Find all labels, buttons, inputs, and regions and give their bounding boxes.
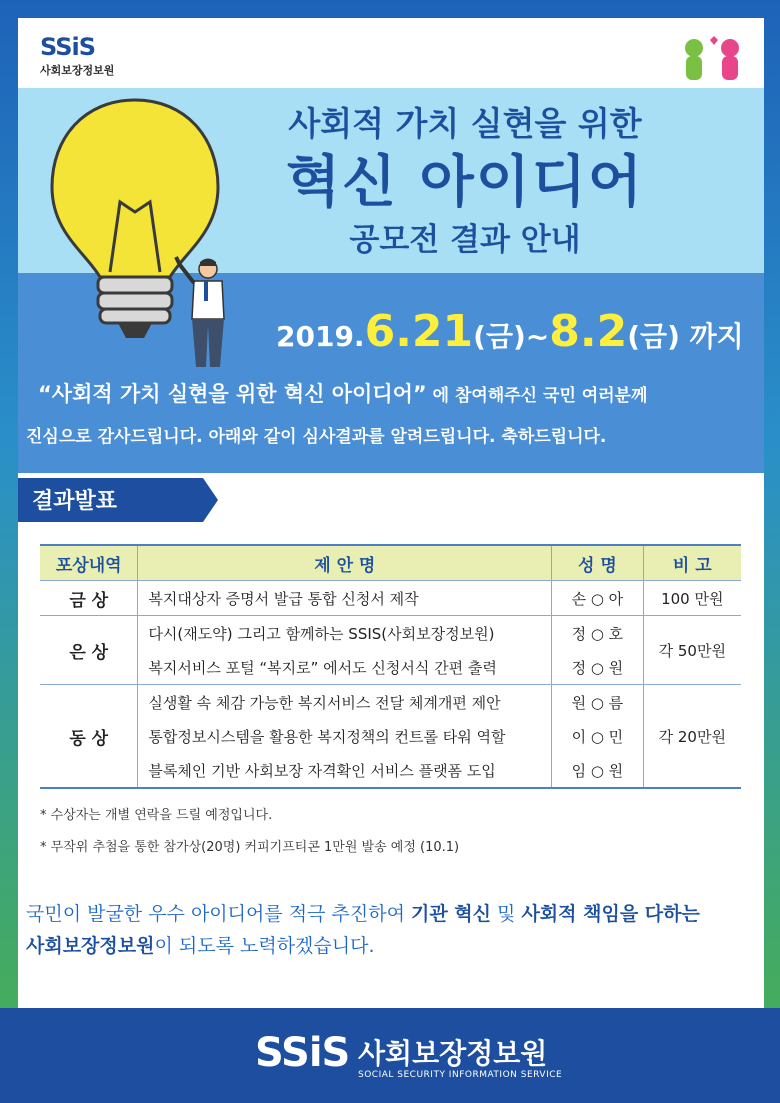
award-bronze: 동 상 [40,685,138,789]
table-row [40,685,741,720]
section-header [18,478,218,522]
header-name: 성 명 [552,545,643,581]
period-tilde: ~ [525,320,550,353]
headline-line2: 혁신 아이디어 [285,150,645,215]
proposal-cell: 실생활 속 체감 가능한 복지서비스 전달 체계개편 제안 [138,685,552,720]
proposal-cell: 다시(재도약) 그리고 함께하는 SSIS(사회보장정보원) [138,616,552,651]
table-header-row [40,545,741,581]
prize-note: 각 20만원 [643,685,741,789]
proposal-cell: 복지대상자 증명서 발급 통합 신청서 제작 [138,581,552,616]
prize-note: 각 50만원 [643,616,741,685]
proposal-cell: 통합정보시스템을 활용한 복지정책의 컨트롤 타워 역할 [138,719,552,753]
logo-name: 사회보장정보원 [40,64,115,77]
notes-block [40,800,459,864]
period-start: 6.21 [364,306,474,357]
winner-name: 정 ○ 호 [552,616,643,651]
award-silver: 은 상 [40,616,138,685]
closing-bold1: 기관 혁신 [410,903,491,925]
winner-name: 임 ○ 원 [552,753,643,788]
closing-part1: 국민이 발굴한 우수 아이디어를 적극 추진하여 [26,903,411,925]
note-contact: * 수상자는 개별 연락을 드릴 예정입니다. [40,808,273,823]
table-row [40,719,741,753]
thanks-line2: 진심으로 감사드립니다. 아래와 같이 심사결과를 알려드립니다. 축하드립니다. [26,427,607,447]
winner-name: 원 ○ 름 [552,685,643,720]
prize-note: 100 만원 [643,581,741,616]
proposal-cell: 복지서비스 포털 “복지로” 에서도 신청서식 간편 출력 [138,650,552,685]
note-raffle: * 무작위 추첨을 통한 참가상(20명) 커피기프티콘 1만원 발송 예정 (10.1) [40,840,460,855]
period-start-dow: (금) [473,320,526,353]
thanks-line1-rest: 에 참여해주신 국민 여러분께 [426,386,648,406]
award-gold: 금 상 [40,581,138,616]
mascot-illustration [672,30,752,86]
person-illustration [170,255,240,375]
header-note: 비 고 [643,545,741,581]
header-proposal: 제 안 명 [138,545,552,581]
winner-name: 정 ○ 원 [552,650,643,685]
period-end: 8.2 [549,306,628,357]
table-row [40,650,741,685]
thanks-quote: “사회적 가치 실현을 위한 혁신 아이디어” [38,382,427,406]
results-table [40,544,741,789]
closing-bold3: 사회보장정보원 [26,935,155,957]
logo-mark: SSiS [40,33,96,61]
closing-bold2: 사회적 책임을 다하는 [521,903,700,925]
winner-name: 이 ○ 민 [552,719,643,753]
top-logo [40,34,130,78]
closing-message [26,898,766,962]
section-title: 결과발표 [32,489,118,514]
event-period [276,306,744,357]
winner-name: 손 ○ 아 [552,581,643,616]
footer-bar [0,1008,780,1103]
thanks-line1 [38,378,758,408]
closing-part3: 이 되도록 노력하겠습니다. [154,935,375,957]
footer-logo-mark: SSiS [255,1030,350,1076]
period-until: 까지 [679,320,744,353]
headline-line3: 공모전 결과 안내 [349,222,581,258]
table-row [40,753,741,788]
footer-org-name: 사회보장정보원 [358,1037,548,1070]
proposal-cell: 블록체인 기반 사회보장 자격확인 서비스 플랫폼 도입 [138,753,552,788]
table-row [40,616,741,651]
footer-english-name: SOCIAL SECURITY INFORMATION SERVICE [358,1070,563,1080]
period-end-dow: (금) [627,320,680,353]
table-row [40,581,741,616]
period-year: 2019. [276,320,365,353]
header-award: 포상내역 [40,545,138,581]
closing-part2: 및 [491,903,522,925]
headline-line1: 사회적 가치 실현을 위한 [288,104,642,143]
